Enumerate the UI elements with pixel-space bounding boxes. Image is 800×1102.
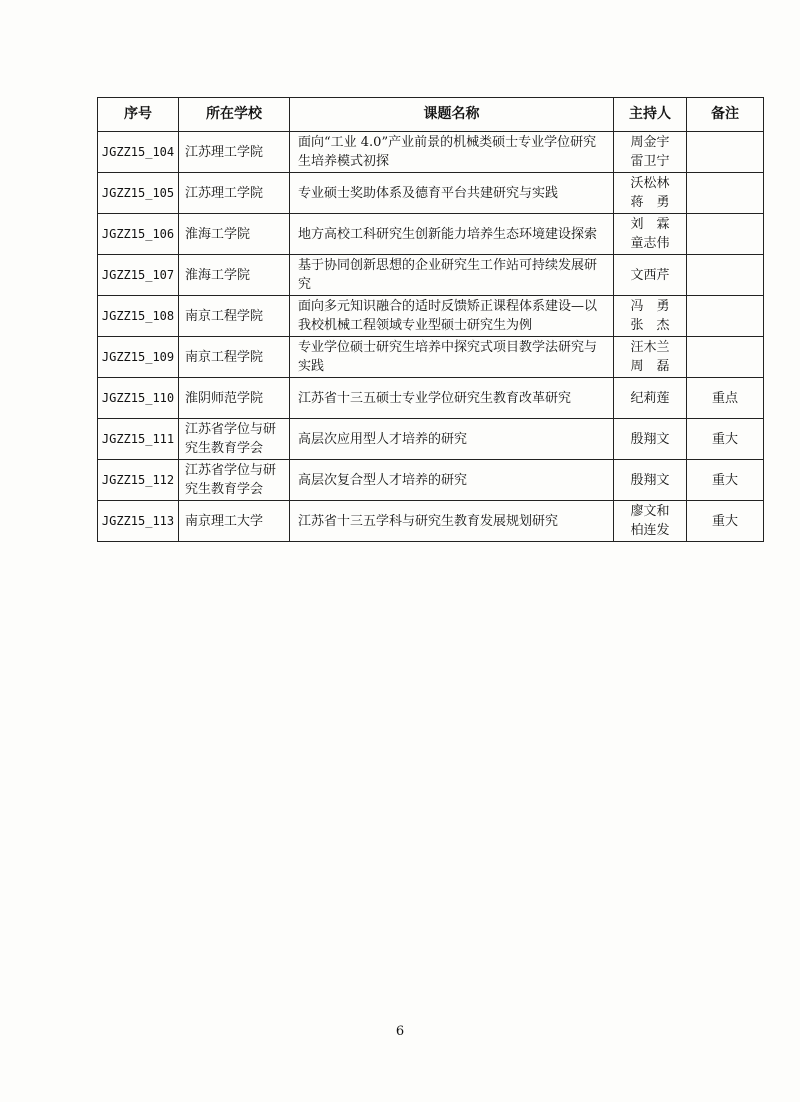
host-name: 冯 勇 <box>630 299 670 314</box>
cell-school: 南京工程学院 <box>179 337 290 378</box>
cell-title: 高层次复合型人才培养的研究 <box>290 460 614 501</box>
cell-title: 基于协同创新思想的企业研究生工作站可持续发展研究 <box>290 255 614 296</box>
cell-host <box>614 419 687 460</box>
cell-host <box>614 501 687 542</box>
cell-school: 淮海工学院 <box>179 214 290 255</box>
cell-id: JGZZ15_110 <box>98 378 179 419</box>
project-table <box>97 97 764 542</box>
cell-note <box>687 173 764 214</box>
table-header-row <box>98 98 764 132</box>
table-row <box>98 132 764 173</box>
table-row <box>98 296 764 337</box>
cell-school: 南京工程学院 <box>179 296 290 337</box>
cell-id: JGZZ15_108 <box>98 296 179 337</box>
cell-title: 专业硕士奖助体系及德育平台共建研究与实践 <box>290 173 614 214</box>
header-host: 主持人 <box>614 98 687 132</box>
cell-note: 重大 <box>687 419 764 460</box>
host-name: 雷卫宁 <box>630 154 670 169</box>
cell-host <box>614 173 687 214</box>
header-id: 序号 <box>98 98 179 132</box>
cell-host <box>614 378 687 419</box>
cell-id: JGZZ15_111 <box>98 419 179 460</box>
cell-host <box>614 337 687 378</box>
header-title: 课题名称 <box>290 98 614 132</box>
cell-note: 重大 <box>687 501 764 542</box>
cell-id: JGZZ15_107 <box>98 255 179 296</box>
page-number: 6 <box>395 1024 405 1039</box>
table-row <box>98 501 764 542</box>
cell-id: JGZZ15_106 <box>98 214 179 255</box>
cell-school: 江苏省学位与研究生教育学会 <box>179 460 290 501</box>
cell-title: 江苏省十三五硕士专业学位研究生教育改革研究 <box>290 378 614 419</box>
table-row <box>98 460 764 501</box>
cell-note: 重大 <box>687 460 764 501</box>
cell-school: 淮海工学院 <box>179 255 290 296</box>
cell-host <box>614 296 687 337</box>
table-row <box>98 337 764 378</box>
host-name: 沃松林 <box>630 176 670 191</box>
cell-title: 高层次应用型人才培养的研究 <box>290 419 614 460</box>
cell-title: 地方高校工科研究生创新能力培养生态环境建设探索 <box>290 214 614 255</box>
table-body <box>98 132 764 542</box>
host-name: 周金宇 <box>630 135 670 150</box>
host-name: 张 杰 <box>630 318 670 333</box>
host-name: 周 磊 <box>630 359 670 374</box>
header-note: 备注 <box>687 98 764 132</box>
cell-school: 淮阴师范学院 <box>179 378 290 419</box>
cell-id: JGZZ15_105 <box>98 173 179 214</box>
cell-school: 江苏理工学院 <box>179 132 290 173</box>
host-name: 殷翔文 <box>630 431 670 447</box>
host-name: 刘 霖 <box>630 217 670 232</box>
cell-id: JGZZ15_113 <box>98 501 179 542</box>
table-row <box>98 214 764 255</box>
host-name: 文西芹 <box>630 267 670 283</box>
table-row <box>98 255 764 296</box>
host-name: 蒋 勇 <box>630 195 670 210</box>
cell-id: JGZZ15_104 <box>98 132 179 173</box>
header-school: 所在学校 <box>179 98 290 132</box>
host-name: 童志伟 <box>630 236 670 251</box>
cell-title: 江苏省十三五学科与研究生教育发展规划研究 <box>290 501 614 542</box>
host-name: 汪木兰 <box>630 340 670 355</box>
cell-id: JGZZ15_109 <box>98 337 179 378</box>
host-name: 殷翔文 <box>630 472 670 488</box>
table-row <box>98 378 764 419</box>
cell-school: 江苏理工学院 <box>179 173 290 214</box>
cell-title: 面向“工业 4.0”产业前景的机械类硕士专业学位研究生培养模式初探 <box>290 132 614 173</box>
host-name: 纪莉莲 <box>630 390 670 406</box>
cell-note <box>687 296 764 337</box>
cell-note <box>687 255 764 296</box>
cell-host <box>614 132 687 173</box>
cell-id: JGZZ15_112 <box>98 460 179 501</box>
cell-note <box>687 337 764 378</box>
cell-note <box>687 132 764 173</box>
host-name: 廖文和 <box>630 504 670 519</box>
cell-title: 面向多元知识融合的适时反馈矫正课程体系建设—以我校机械工程领域专业型硕士研究生为例 <box>290 296 614 337</box>
host-name: 柏连发 <box>630 523 670 538</box>
cell-note <box>687 214 764 255</box>
table-row <box>98 419 764 460</box>
cell-host <box>614 255 687 296</box>
cell-school: 江苏省学位与研究生教育学会 <box>179 419 290 460</box>
cell-note: 重点 <box>687 378 764 419</box>
cell-title: 专业学位硕士研究生培养中探究式项目教学法研究与实践 <box>290 337 614 378</box>
table-row <box>98 173 764 214</box>
cell-school: 南京理工大学 <box>179 501 290 542</box>
cell-host <box>614 460 687 501</box>
cell-host <box>614 214 687 255</box>
